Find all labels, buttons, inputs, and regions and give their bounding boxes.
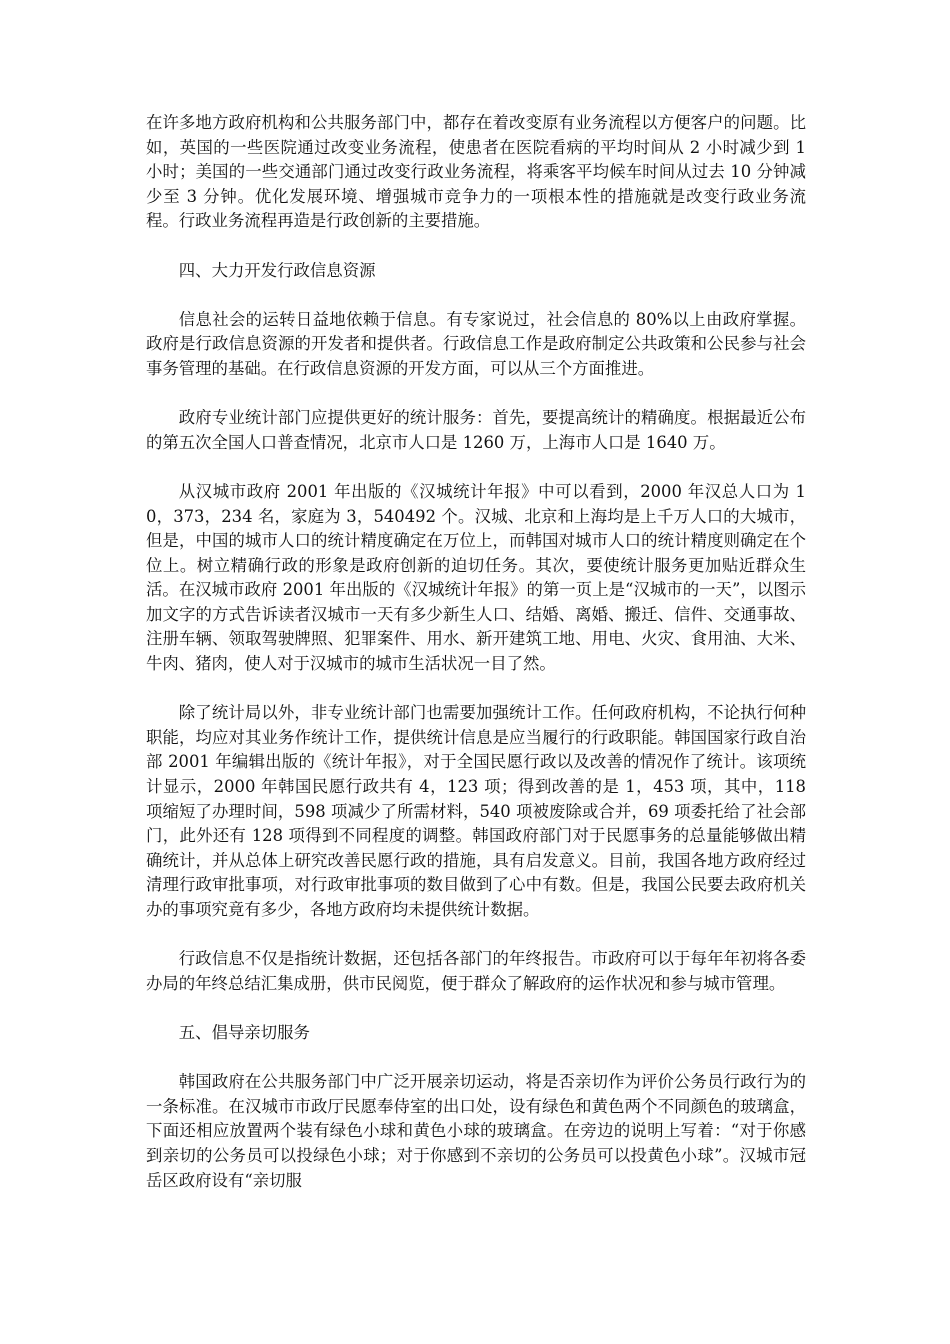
paragraph-statistics-service: 政府专业统计部门应提供更好的统计服务：首先，要提高统计的精确度。根据最近公布的第五次全国人口普查情况，北京市人口是 1260 万，上海市人口是 1640 万。 <box>146 408 806 452</box>
paragraph-process-reform: 在许多地方政府机构和公共服务部门中，都存在着改变原有业务流程以方便客户的问题。比如，英国的一些医院通过改变业务流程，使患者在医院看病的平均时间从 2 小时减少到 1 小时；美国的一些交通部门通过改变行政业务流程，将乘客平均候车时间从过去 10 分钟减少至 3 分钟。优化发展环境、增强城市竞争力的一项根本性的措施就是改变行政业务流程。行政业务流程再造是行政创新的主要措施。 <box>146 113 806 231</box>
document-page <box>146 111 806 1218</box>
paragraph-kindness-campaign: 韩国政府在公共服务部门中广泛开展亲切运动，将是否亲切作为评价公务员行政行为的一条标准。在汉城市市政厅民愿奉侍室的出口处，设有绿色和黄色两个不同颜色的玻璃盒，下面还相应放置两个装有绿色小球和黄色小球的玻璃盒。在旁边的说明上写着：“对于你感到亲切的公务员可以投绿色小球；对于你感到不亲切的公务员可以投黄色小球”。汉城市冠岳区政府设有“亲切服 <box>146 1072 806 1190</box>
section-heading-info-resources: 四、大力开发行政信息资源 <box>178 260 376 280</box>
paragraph-info-society: 信息社会的运转日益地依赖于信息。有专家说过，社会信息的 80%以上由政府掌握。政府是行政信息资源的开发者和提供者。行政信息工作是政府制定公共政策和公民参与社会事务管理的基础。在行政信息资源的开发方面，可以从三个方面推进。 <box>146 309 806 378</box>
section-heading-kind-service: 五、倡导亲切服务 <box>178 1022 310 1042</box>
paragraph-non-professional-stats: 除了统计局以外，非专业统计部门也需要加强统计工作。任何政府机构，不论执行何种职能，均应对其业务作统计工作，提供统计信息是应当履行的行政职能。韩国国家行政自治部 2001 年编辑出版的《统计年报》，对于全国民愿行政以及改善的情况作了统计。该项统计显示，2000 年韩国民愿行政共有 4，123 项；得到改善的是 1，453 项，其中，118 项缩短了办理时间，598 项减少了所需材料，540 项被废除或合并，69 项委托给了社会部门，此外还有 128 项得到不同程度的调整。韩国政府部门对于民愿事务的总量能够做出精确统计，并从总体上研究改善民愿行政的措施，具有启发意义。目前，我国各地方政府经过清理行政审批事项，对行政审批事项的数目做到了心中有数。但是，我国公民要去政府机关办的事项究竟有多少，各地方政府均未提供统计数据。 <box>146 703 806 919</box>
paragraph-annual-reports: 行政信息不仅是指统计数据，还包括各部门的年终报告。市政府可以于每年年初将各委办局的年终总结汇集成册，供市民阅览，便于群众了解政府的运作状况和参与城市管理。 <box>146 949 806 993</box>
paragraph-seoul-yearbook: 从汉城市政府 2001 年出版的《汉城统计年报》中可以看到，2000 年汉总人口为 10，373，234 名，家庭为 3，540492 个。汉城、北京和上海均是上千万人口的大城市，但是，中国的城市人口的统计精度确定在万位上，而韩国对城市人口的统计精度则确定在个位上。树立精确行政的形象是政府创新的迫切任务。其次，要使统计服务更加贴近群众生活。在汉城市政府 2001 年出版的《汉城统计年报》的第一页上是“汉城市的一天”，以图示加文字的方式告诉读者汉城市一天有多少新生人口、结婚、离婚、搬迁、信件、交通事故、注册车辆、领取驾驶牌照、犯罪案件、用水、新开建筑工地、用电、火灾、食用油、大米、牛肉、猪肉，使人对于汉城市的城市生活状况一目了然。 <box>146 481 806 674</box>
